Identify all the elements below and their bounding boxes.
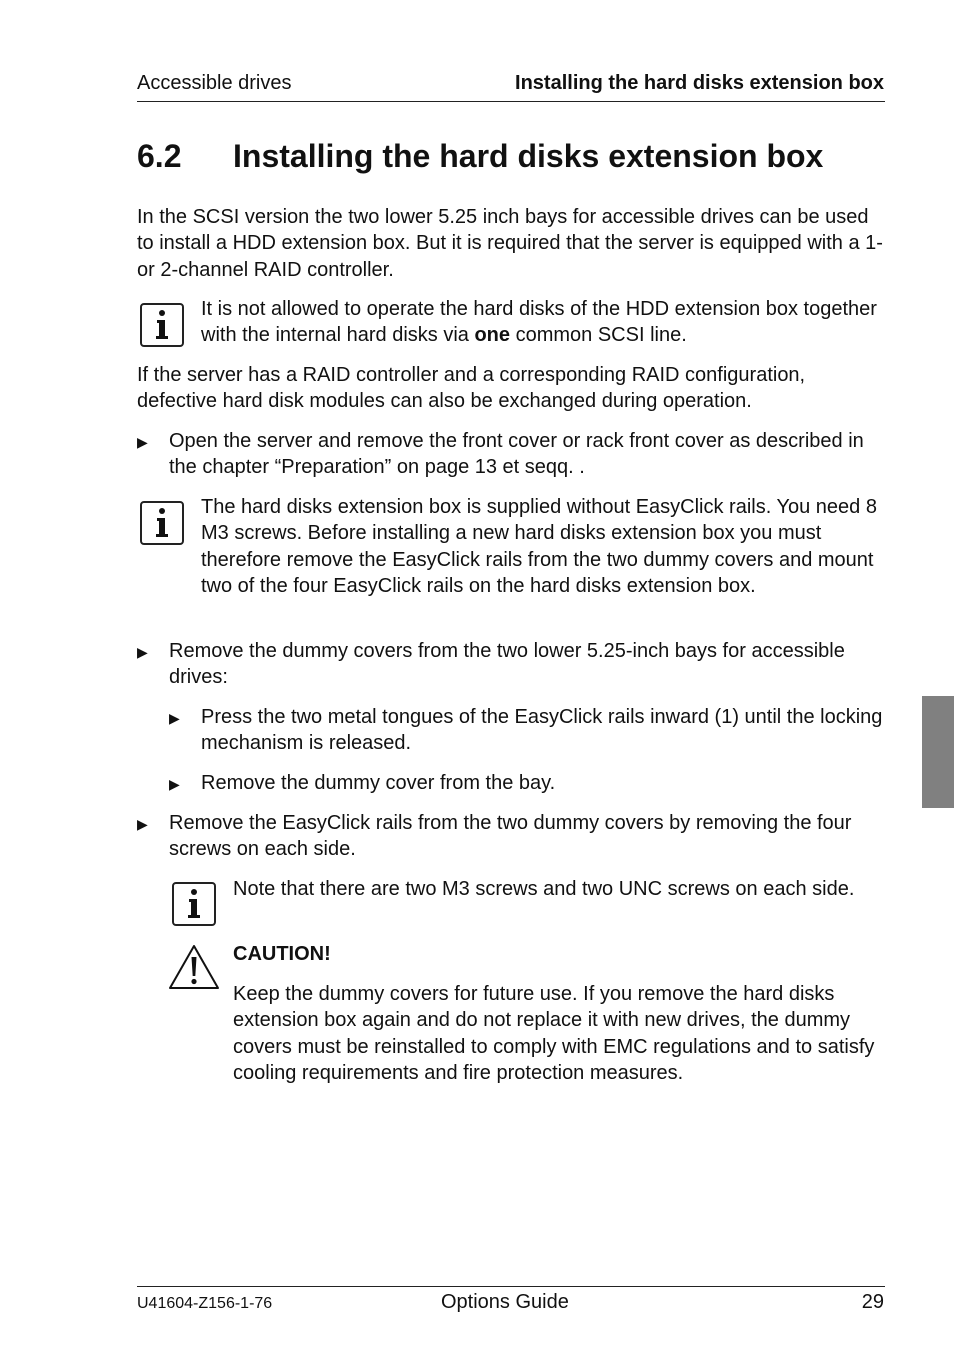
step-open-server: Open the server and remove the front cover or rack front cover as described in the chapter “Preparation” on page 13 et seqq. . [169, 430, 864, 479]
step-remove-dummy-covers: Remove the dummy covers from the two lower 5.25-inch bays for accessible drives: [169, 640, 845, 689]
intro-paragraph: In the SCSI version the two lower 5.25 inch bays for accessible drives can be used to install a HDD extension box. But it is required that the server is equipped with a 1- or 2-channel RAID controller. [137, 206, 883, 281]
caution-text: Keep the dummy covers for future use. If you remove the hard disks extension box again and do not replace it with new drives, the dummy covers must be reinstalled to comply with EMC regulations and to satisfy cooling requirements and fire protection measures. [233, 983, 875, 1085]
note-screws: Note that there are two M3 screws and two UNC screws on each side. [233, 878, 855, 900]
header-chapter: Accessible drives [137, 72, 292, 94]
bullet-icon: ▶ [169, 710, 180, 726]
note-easyclick-rails: The hard disks extension box is supplied without EasyClick rails. You need 8 M3 screws. Before installing a new hard disks extension box you must therefore remove the EasyClick rails from the two dummy covers and mount two of the four EasyClick rails on the hard disks extension box. [201, 496, 877, 598]
bullet-icon: ▶ [169, 776, 180, 792]
footer-rule [137, 1286, 885, 1287]
bullet-icon: ▶ [137, 434, 148, 450]
section-title: Installing the hard disks extension box [233, 138, 824, 174]
raid-paragraph: If the server has a RAID controller and a corresponding RAID configuration, defective hard disk modules can also be exchanged during operation. [137, 364, 806, 413]
substep-press-tongues: Press the two metal tongues of the EasyClick rails inward (1) until the locking mechanism is released. [201, 706, 883, 755]
footer-page-number: 29 [861, 1291, 884, 1313]
note1-bold: one [474, 324, 511, 347]
chapter-thumb-tab [922, 696, 954, 808]
section-heading [137, 138, 823, 175]
info-icon [140, 501, 184, 545]
info-icon [172, 882, 216, 926]
section-number: 6.2 [137, 138, 182, 174]
caution-heading: CAUTION! [233, 943, 331, 965]
step-remove-rails: Remove the EasyClick rails from the two dummy covers by removing the four screws on each side. [169, 812, 852, 861]
header-rule [137, 101, 885, 102]
note1-text-before: It is not allowed to operate the hard disks of the HDD extension box together with the internal hard disks via [201, 298, 877, 347]
footer-guide-title: Options Guide [441, 1291, 569, 1313]
header-section: Installing the hard disks extension box [515, 72, 884, 94]
footer-doc-id: U41604-Z156-1-76 [137, 1295, 273, 1312]
substep-remove-cover-bay: Remove the dummy cover from the bay. [201, 772, 556, 794]
caution-triangle-icon [168, 943, 220, 991]
note1-text-after: common SCSI line. [510, 324, 687, 347]
bullet-icon: ▶ [137, 816, 148, 832]
note-hdd-scsi [201, 296, 885, 349]
bullet-icon: ▶ [137, 644, 148, 660]
info-icon [140, 303, 184, 347]
